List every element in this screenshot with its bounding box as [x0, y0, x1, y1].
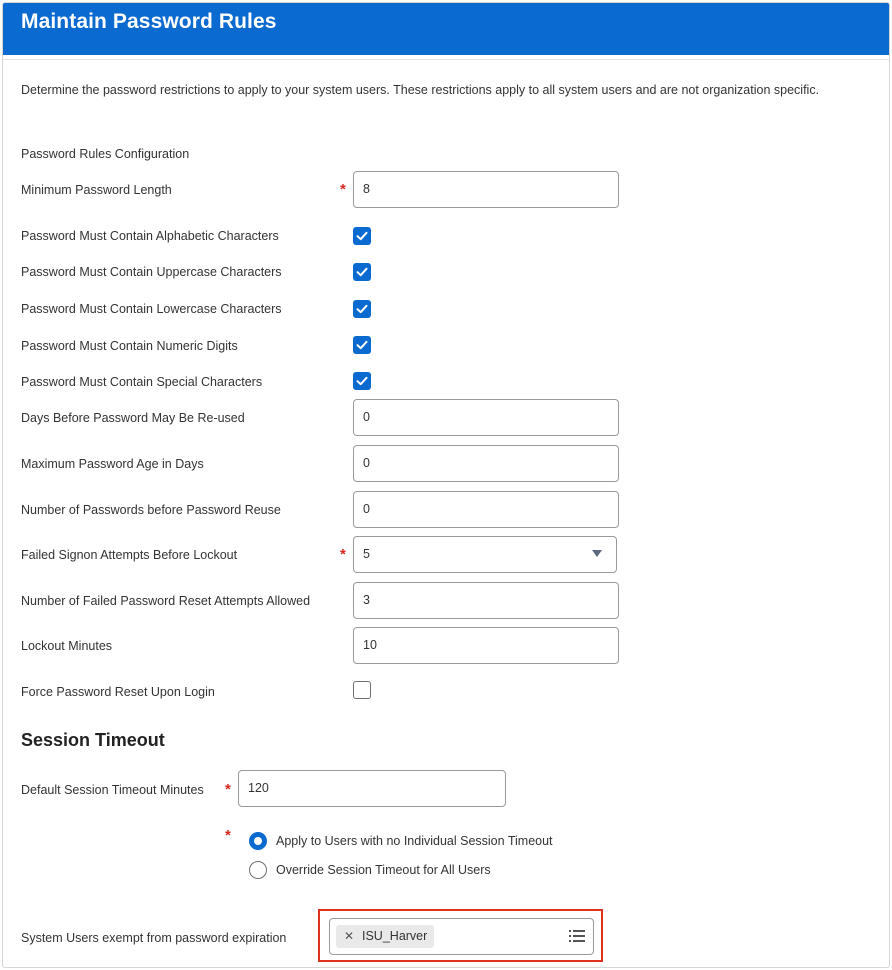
- radio-apply[interactable]: [249, 832, 267, 850]
- page-header: [3, 3, 889, 55]
- failed-reset-input[interactable]: 3: [353, 582, 619, 619]
- reuse-days-input[interactable]: 0: [353, 399, 619, 436]
- required-marker: *: [225, 781, 231, 798]
- dropdown-arrow-icon[interactable]: [592, 550, 602, 557]
- upper-label: Password Must Contain Uppercase Characters: [21, 265, 282, 279]
- failed-signon-select[interactable]: [353, 536, 617, 573]
- radio-override-label[interactable]: Override Session Timeout for All Users: [276, 863, 491, 877]
- radio-apply-label[interactable]: Apply to Users with no Individual Session Timeout: [276, 834, 553, 848]
- num-before-reuse-input[interactable]: 0: [353, 491, 619, 528]
- page-frame: [2, 2, 890, 968]
- lower-label: Password Must Contain Lowercase Characters: [21, 302, 282, 316]
- list-icon[interactable]: [569, 929, 585, 943]
- check-icon: [355, 374, 369, 388]
- special-checkbox[interactable]: [353, 372, 371, 390]
- required-marker: *: [340, 181, 346, 198]
- exempt-users-input[interactable]: [329, 918, 594, 955]
- min-length-input[interactable]: 8: [353, 171, 619, 208]
- max-age-label: Maximum Password Age in Days: [21, 457, 204, 471]
- reuse-days-label: Days Before Password May Be Re-used: [21, 411, 245, 425]
- required-marker: *: [225, 827, 231, 844]
- required-marker: *: [340, 546, 346, 563]
- selected-user-pill: [336, 925, 434, 948]
- check-icon: [355, 229, 369, 243]
- failed-signon-label: Failed Signon Attempts Before Lockout: [21, 548, 238, 562]
- section-label: Password Rules Configuration: [21, 147, 190, 161]
- numeric-label: Password Must Contain Numeric Digits: [21, 339, 238, 353]
- alpha-label: Password Must Contain Alphabetic Characters: [21, 229, 279, 243]
- special-label: Password Must Contain Special Characters: [21, 375, 263, 389]
- check-icon: [355, 302, 369, 316]
- num-before-reuse-label: Number of Passwords before Password Reuse: [21, 503, 281, 517]
- header-divider: [3, 59, 889, 60]
- selected-user-name: ISU_Harver: [362, 929, 428, 943]
- force-reset-label: Force Password Reset Upon Login: [21, 685, 215, 699]
- session-timeout-heading: Session Timeout: [21, 730, 165, 750]
- check-icon: [355, 265, 369, 279]
- check-icon: [355, 338, 369, 352]
- remove-icon[interactable]: ✕: [344, 929, 355, 943]
- radio-override[interactable]: [249, 861, 267, 879]
- lockout-minutes-label: Lockout Minutes: [21, 639, 113, 653]
- exempt-label: System Users exempt from password expiration: [21, 931, 287, 945]
- lower-checkbox[interactable]: [353, 300, 371, 318]
- lockout-minutes-input[interactable]: 10: [353, 627, 619, 664]
- default-timeout-label: Default Session Timeout Minutes: [21, 783, 204, 797]
- intro-text: Determine the password restrictions to apply to your system users. These restrictions apply to all system users and are not organization specific.: [21, 83, 820, 97]
- alpha-checkbox[interactable]: [353, 227, 371, 245]
- force-reset-checkbox[interactable]: [353, 681, 371, 699]
- upper-checkbox[interactable]: [353, 263, 371, 281]
- default-timeout-input[interactable]: 120: [238, 770, 506, 807]
- min-length-label: Minimum Password Length: [21, 183, 172, 197]
- page-title: Maintain Password Rules: [21, 10, 277, 33]
- max-age-input[interactable]: 0: [353, 445, 619, 482]
- numeric-checkbox[interactable]: [353, 336, 371, 354]
- failed-signon-value: 5: [363, 547, 370, 561]
- failed-reset-label: Number of Failed Password Reset Attempts Allowed: [21, 594, 311, 608]
